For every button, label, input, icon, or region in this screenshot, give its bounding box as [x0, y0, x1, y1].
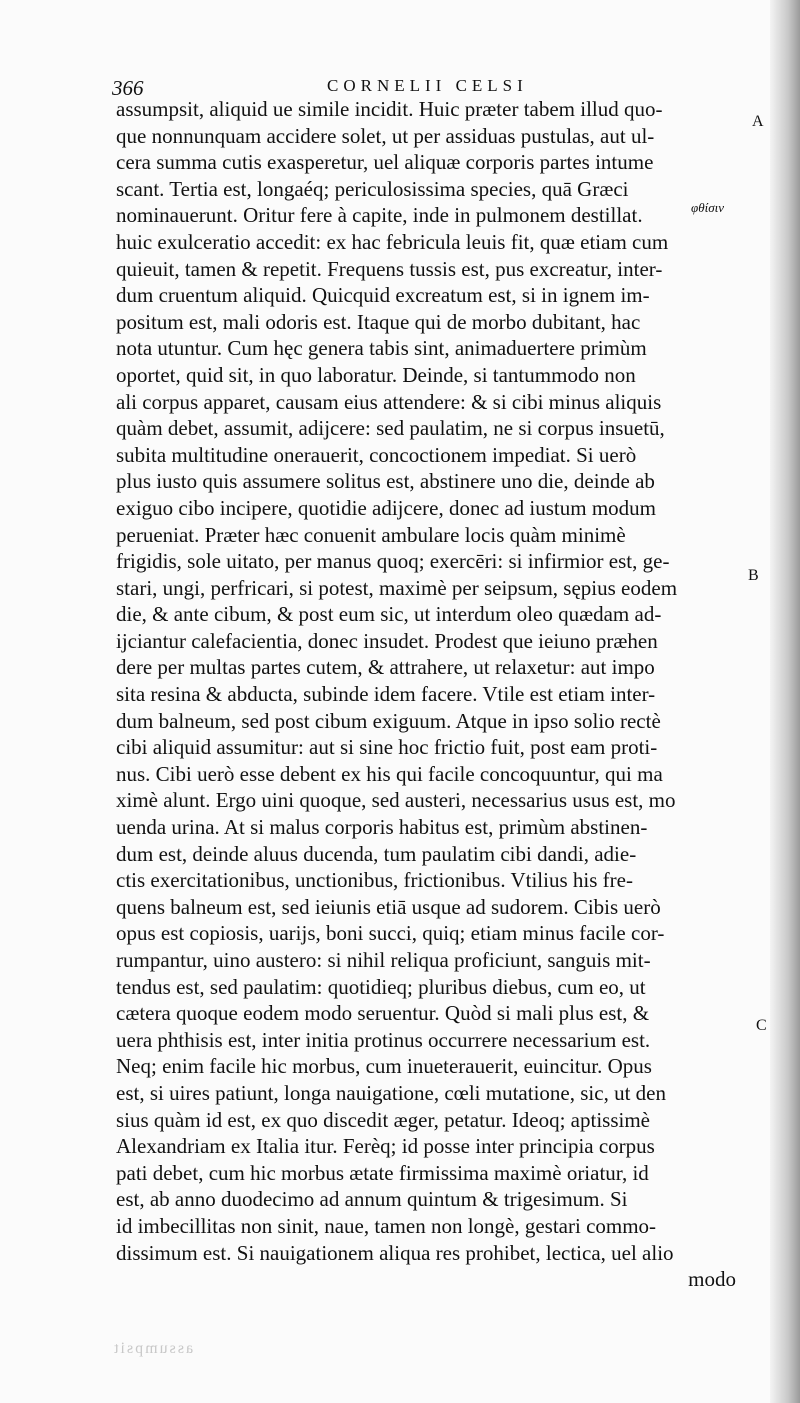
text-line: assumpsit, aliquid ue simile incidit. Huic præter tabem illud quo-	[116, 97, 663, 121]
text-line: que nonnunquam accidere solet, ut per assiduas pustulas, aut ul-	[116, 123, 655, 148]
text-line: quens balneum est, sed ieiunis etiā usque ad sudorem. Cibis uerò	[116, 894, 661, 919]
text-line: dum cruentum aliquid. Quicquid excreatum est, si in ignem im-	[116, 283, 650, 308]
text-line: tendus est, sed paulatim: quotidieq; pluribus diebus, cum eo, ut	[116, 974, 646, 999]
text-line: positum est, mali odoris est. Itaque qui de morbo dubitant, hac	[116, 309, 641, 334]
catchword: modo	[688, 1267, 736, 1292]
text-line: ali corpus apparet, causam eius attendere: & si cibi minus aliquis	[116, 389, 662, 414]
text-line: pati debet, cum hic morbus ætate firmissima maximè oriatur, id	[116, 1160, 649, 1185]
text-line: est, si uires patiunt, longa nauigatione, cœli mutatione, sic, ut den	[116, 1080, 666, 1105]
text-line: opus est copiosis, uarijs, boni succi, quiq; etiam minus facile cor-	[116, 921, 665, 946]
margin-letter-b: B	[748, 567, 759, 584]
text-line: plus iusto quis assumere solitus est, abstinere uno die, deinde ab	[116, 469, 655, 494]
text-line: rumpantur, uino austero: si nihil reliqua proficiunt, sanguis mit-	[116, 948, 651, 972]
text-line: subita multitudine onerauerit, concoctionem impediat. Si uerò	[116, 442, 637, 467]
text-line: exiguo cibo incipere, quotidie adijcere, donec ad iustum modum	[116, 495, 657, 520]
page-number: 366	[112, 76, 144, 100]
text-line: dissimum est. Si nauigationem aliqua res prohibet, lectica, uel alio	[116, 1240, 674, 1265]
text-line: stari, ungi, perfricari, si potest, maximè per seipsum, sępius eodem	[116, 575, 678, 600]
text-line: Alexandriam ex Italia itur. Ferèq; id posse inter principia corpus	[116, 1134, 655, 1159]
text-line: quieuit, tamen & repetit. Frequens tussis est, pus excreatur, inter-	[116, 256, 663, 281]
text-line: uera phthisis est, inter initia protinus occurrere necessarium est.	[116, 1027, 651, 1052]
text-line: id imbecillitas non sinit, naue, tamen non longè, gestari commo-	[116, 1213, 657, 1238]
text-line: nus. Cibi uerò esse debent ex his qui facile concoquuntur, qui ma	[116, 761, 663, 786]
text-line: dum est, deinde aluus ducenda, tum paulatim cibi dandi, adie-	[116, 841, 637, 866]
text-line: uenda urina. At si malus corporis habitus est, primùm abstinen-	[116, 815, 648, 840]
margin-greek-note: φθίσιν	[691, 200, 724, 215]
text-line: huic exulceratio accedit: ex hac febricula leuis fit, quæ etiam cum	[116, 229, 669, 254]
text-line: quàm debet, assumit, adijcere: sed paulatim, ne si corpus insuetū,	[116, 416, 665, 441]
text-line: frigidis, sole uitato, per manus quoq; exercēri: si infirmior est, ge-	[116, 549, 670, 574]
text-line: perueniat. Præter hæc conuenit ambulare locis quàm minimè	[116, 522, 626, 547]
text-line: cibi aliquid assumitur: aut si sine hoc frictio fuit, post eam proti-	[116, 735, 658, 760]
text-line: dum balneum, sed post cibum exiguum. Atque in ipso solio rectè	[116, 708, 661, 733]
text-line: nominauerunt. Oritur fere à capite, inde in pulmonem destillat.	[116, 203, 643, 228]
running-head: CORNELII CELSI	[327, 76, 528, 95]
text-line: cera summa cutis exasperetur, uel aliquæ corporis partes intume	[116, 150, 654, 175]
text-line: ximè alunt. Ergo uini quoque, sed austeri, necessarius usus est, mo	[116, 788, 676, 813]
text-line: cætera quoque eodem modo seruentur. Quòd si mali plus est, &	[116, 1001, 650, 1026]
text-line: ctis exercitationibus, unctionibus, frictionibus. Vtilius his fre-	[116, 868, 633, 893]
text-line: scant. Tertia est, longaéq; periculosissima species, quā Græci	[116, 176, 629, 201]
text-line: die, & ante cibum, & post eum sic, ut interdum oleo quædam ad-	[116, 602, 662, 627]
margin-letter-a: A	[752, 113, 764, 130]
text-line: oportet, quid sit, in quo laboratur. Deinde, si tantummodo non	[116, 362, 636, 387]
body-text	[116, 96, 746, 1293]
text-line: sius quàm id est, ex quo discedit æger, petatur. Ideoq; aptissimè	[116, 1107, 650, 1132]
text-line: nota utuntur. Cum hęc genera tabis sint, animaduertere primùm	[116, 336, 647, 361]
text-line: Neq; enim facile hic morbus, cum inueterauerit, euincitur. Opus	[116, 1054, 652, 1079]
text-line: dere per multas partes cutem, & attrahere, ut relaxetur: aut impo	[116, 655, 655, 680]
text-line: est, ab anno duodecimo ad annum quintum & trigesimum. Si	[116, 1187, 628, 1212]
page-gutter-shadow	[770, 0, 800, 1403]
text-line: sita resina & abducta, subinde idem facere. Vtile est etiam inter-	[116, 682, 656, 707]
text-line: ijciantur calefacientia, donec insudet. Prodest que ieiuno præhen	[116, 628, 658, 653]
margin-letter-c: C	[756, 1017, 767, 1034]
show-through-text: assumpsit	[112, 1340, 194, 1357]
